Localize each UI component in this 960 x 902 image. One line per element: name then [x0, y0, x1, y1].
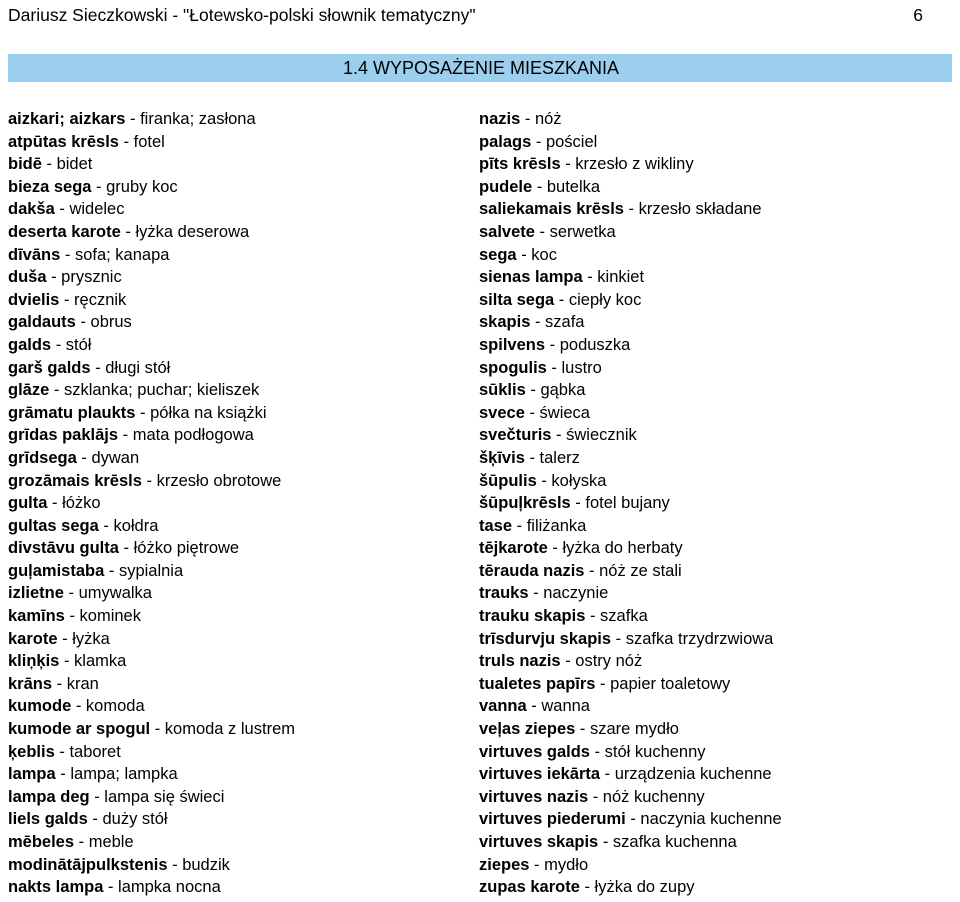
dictionary-entry	[8, 763, 468, 786]
left-column	[8, 108, 468, 899]
entry-term: bieza sega	[8, 177, 92, 196]
dictionary-entry	[479, 153, 949, 176]
dictionary-entry	[479, 582, 949, 605]
entry-translation: - talerz	[524, 448, 580, 467]
section-heading-bar	[8, 54, 952, 82]
entry-translation: - świecznik	[551, 426, 637, 445]
entry-translation: - fotel bujany	[570, 494, 670, 513]
entry-translation: - łóżko	[47, 494, 101, 513]
dictionary-entry	[8, 131, 468, 154]
entry-translation: - papier toaletowy	[595, 674, 731, 693]
entry-term: galds	[8, 335, 52, 354]
entry-translation: - naczynia kuchenne	[625, 810, 782, 829]
dictionary-entry	[8, 650, 468, 673]
entry-term: tualetes papīrs	[479, 674, 596, 693]
entry-term: grozāmais krēsls	[8, 471, 142, 490]
dictionary-entry	[479, 492, 949, 515]
dictionary-entry	[8, 786, 468, 809]
entry-translation: - nóż	[520, 110, 562, 128]
dictionary-entry	[8, 153, 468, 176]
entry-term: grīdsega	[8, 448, 77, 467]
entry-translation: - komoda	[71, 697, 145, 716]
entry-translation: - łyżka	[57, 629, 110, 648]
entry-term: palags	[479, 132, 532, 151]
entry-term: duša	[8, 268, 47, 287]
dictionary-entry	[479, 628, 949, 651]
entry-translation: - duży stół	[87, 810, 168, 829]
dictionary-entry	[8, 108, 468, 131]
entry-translation: - łyżka do zupy	[579, 878, 695, 897]
dictionary-entry	[479, 808, 949, 831]
entry-term: sega	[479, 245, 517, 264]
entry-translation: - świeca	[524, 403, 590, 422]
entry-term: virtuves skapis	[479, 833, 599, 851]
entry-term: ķeblis	[8, 742, 55, 761]
entry-term: gultas sega	[8, 516, 99, 535]
dictionary-entry	[479, 176, 949, 199]
dictionary-entry	[479, 221, 949, 244]
entry-translation: - gruby koc	[91, 177, 178, 196]
document-title: Dariusz Sieczkowski - "Łotewsko-polski słownik tematyczny"	[8, 5, 476, 25]
entry-term: kumode ar spogul	[8, 720, 151, 739]
entry-term: modinātājpulkstenis	[8, 855, 168, 874]
entry-term: lampa deg	[8, 787, 90, 806]
entry-translation: - taboret	[54, 742, 121, 761]
dictionary-entry	[8, 718, 468, 741]
entry-term: sūklis	[479, 381, 526, 400]
entry-translation: - szklanka; puchar; kieliszek	[49, 381, 260, 400]
entry-term: grīdas paklājs	[8, 426, 119, 445]
dictionary-entry	[8, 808, 468, 831]
entry-term: pīts krēsls	[479, 155, 561, 174]
entry-translation: - prysznic	[46, 268, 122, 287]
entry-term: mēbeles	[8, 833, 75, 851]
entry-term: pudele	[479, 177, 533, 196]
entry-term: virtuves nazis	[479, 787, 589, 806]
dictionary-entry	[479, 131, 949, 154]
dictionary-entry	[479, 786, 949, 809]
entry-term: tērauda nazis	[479, 561, 585, 580]
dictionary-entry	[8, 673, 468, 696]
entry-term: šķīvis	[479, 448, 525, 467]
entry-translation: - lampa się świeci	[89, 787, 225, 806]
entry-translation: - poduszka	[545, 335, 631, 354]
entry-translation: - mydło	[529, 855, 589, 874]
dictionary-entry	[8, 244, 468, 267]
dictionary-entry	[8, 560, 468, 583]
dictionary-entry	[479, 560, 949, 583]
dictionary-entry	[479, 650, 949, 673]
entry-translation: - długi stół	[90, 358, 171, 377]
dictionary-entry	[8, 470, 468, 493]
entry-translation: - szafka kuchenna	[598, 833, 737, 851]
entry-term: dīvāns	[8, 245, 61, 264]
entry-translation: - kran	[52, 674, 99, 693]
entry-translation: - butelka	[532, 177, 601, 196]
dictionary-entry	[8, 492, 468, 515]
dictionary-entry	[479, 537, 949, 560]
entry-term: aizkari; aizkars	[8, 110, 126, 128]
entry-translation: - sypialnia	[104, 561, 184, 580]
entry-term: spogulis	[479, 358, 547, 377]
entry-translation: - ciepły koc	[554, 290, 642, 309]
entry-term: zupas karote	[479, 878, 580, 897]
entry-translation: - nóż ze stali	[584, 561, 682, 580]
dictionary-entry	[8, 266, 468, 289]
entry-term: kamīns	[8, 607, 65, 626]
dictionary-entry	[479, 402, 949, 425]
dictionary-entry	[8, 402, 468, 425]
entry-term: tējkarote	[479, 539, 548, 558]
entry-term: skapis	[479, 313, 531, 332]
entry-term: trīsdurvju skapis	[479, 629, 612, 648]
entry-term: krāns	[8, 674, 53, 693]
dictionary-entry	[8, 605, 468, 628]
entry-translation: - urządzenia kuchenne	[600, 765, 772, 784]
dictionary-entry	[8, 876, 468, 899]
dictionary-entry	[479, 447, 949, 470]
dictionary-entry	[479, 695, 949, 718]
entry-term: nakts lampa	[8, 878, 104, 897]
dictionary-entry	[479, 876, 949, 899]
entry-term: kumode	[8, 697, 72, 716]
dictionary-entry	[479, 311, 949, 334]
dictionary-entry	[8, 515, 468, 538]
entry-term: deserta karote	[8, 222, 121, 241]
entry-term: silta sega	[479, 290, 555, 309]
dictionary-entry	[8, 424, 468, 447]
dictionary-entry	[8, 198, 468, 221]
entry-translation: - dywan	[76, 448, 140, 467]
entry-translation: - półka na książki	[135, 403, 267, 422]
entry-term: galdauts	[8, 313, 76, 332]
entry-translation: - serwetka	[534, 222, 616, 241]
entry-translation: - umywalka	[63, 584, 152, 603]
entry-translation: - filiżanka	[512, 516, 587, 535]
entry-term: liels galds	[8, 810, 88, 829]
entry-term: gulta	[8, 494, 48, 513]
dictionary-entry	[479, 763, 949, 786]
entry-term: atpūtas krēsls	[8, 132, 119, 151]
entry-translation: - lampa; lampka	[55, 765, 178, 784]
entry-term: kliņķis	[8, 652, 60, 671]
entry-term: izlietne	[8, 584, 64, 603]
dictionary-entry	[8, 695, 468, 718]
entry-term: lampa	[8, 765, 56, 784]
dictionary-entry	[8, 379, 468, 402]
dictionary-entry	[479, 334, 949, 357]
entry-translation: - naczynie	[528, 584, 609, 603]
page-header	[8, 4, 923, 26]
entry-term: šūpuļkrēsls	[479, 494, 571, 513]
dictionary-entry	[8, 537, 468, 560]
entry-term: trauks	[479, 584, 529, 603]
entry-term: guļamistaba	[8, 561, 105, 580]
dictionary-entry	[479, 831, 949, 854]
entry-term: dvielis	[8, 290, 60, 309]
dictionary-entry	[479, 244, 949, 267]
entry-translation: - klamka	[59, 652, 127, 671]
entry-translation: - gąbka	[525, 381, 586, 400]
dictionary-entry	[8, 831, 468, 854]
dictionary-entry	[479, 854, 949, 877]
entry-term: grāmatu plaukts	[8, 403, 136, 422]
dictionary-entry	[479, 741, 949, 764]
entry-term: svečturis	[479, 426, 552, 445]
entry-term: glāze	[8, 381, 50, 400]
entry-translation: - nóż kuchenny	[588, 787, 705, 806]
entry-translation: - krzesło składane	[623, 200, 762, 219]
entry-translation: - pościel	[531, 132, 598, 151]
entry-translation: - obrus	[75, 313, 132, 332]
entry-translation: - krzesło obrotowe	[141, 471, 282, 490]
entry-translation: - łóżko piętrowe	[118, 539, 240, 558]
dictionary-entry	[8, 741, 468, 764]
entry-term: virtuves galds	[479, 742, 590, 761]
entry-translation: - ręcznik	[59, 290, 127, 309]
dictionary-entry	[479, 424, 949, 447]
entry-term: garš galds	[8, 358, 91, 377]
entry-translation: - widelec	[54, 200, 125, 219]
entry-term: nazis	[479, 110, 521, 128]
entry-translation: - szare mydło	[575, 720, 679, 739]
entry-translation: - budzik	[167, 855, 230, 874]
entry-term: dakša	[8, 200, 55, 219]
dictionary-entry	[8, 854, 468, 877]
entry-term: truls nazis	[479, 652, 561, 671]
entry-translation: - lampka nocna	[103, 878, 221, 897]
entry-translation: - ostry nóż	[560, 652, 643, 671]
dictionary-entry	[8, 628, 468, 651]
dictionary-entry	[479, 289, 949, 312]
entry-translation: - komoda z lustrem	[150, 720, 295, 739]
entry-term: virtuves piederumi	[479, 810, 626, 829]
entry-term: ziepes	[479, 855, 530, 874]
entry-term: veļas ziepes	[479, 720, 576, 739]
entry-term: tase	[479, 516, 513, 535]
page-number: 6	[913, 5, 923, 25]
entry-translation: - kołyska	[536, 471, 607, 490]
entry-translation: - wanna	[526, 697, 590, 716]
entry-translation: - stół	[51, 335, 92, 354]
entry-term: karote	[8, 629, 58, 648]
dictionary-entry	[479, 605, 949, 628]
dictionary-entry	[8, 357, 468, 380]
dictionary-entry	[8, 221, 468, 244]
entry-translation: - kołdra	[98, 516, 159, 535]
dictionary-entry	[479, 108, 949, 131]
right-column	[479, 108, 949, 899]
entry-translation: - fotel	[118, 132, 165, 151]
dictionary-entry	[8, 176, 468, 199]
entry-translation: - mata podłogowa	[118, 426, 254, 445]
entry-term: spilvens	[479, 335, 546, 354]
dictionary-entry	[479, 515, 949, 538]
dictionary-entry	[8, 582, 468, 605]
entry-term: svece	[479, 403, 525, 422]
dictionary-entry	[479, 198, 949, 221]
dictionary-entry	[479, 470, 949, 493]
entry-term: bidē	[8, 155, 42, 174]
entry-translation: - koc	[516, 245, 557, 264]
entry-translation: - krzesło z wikliny	[560, 155, 694, 174]
entry-translation: - szafa	[530, 313, 585, 332]
entry-translation: - łyżka do herbaty	[547, 539, 683, 558]
entry-term: šūpulis	[479, 471, 537, 490]
entry-translation: - bidet	[41, 155, 93, 174]
entry-translation: - meble	[74, 833, 134, 851]
entry-translation: - stół kuchenny	[589, 742, 706, 761]
entry-translation: - kinkiet	[582, 268, 645, 287]
entry-term: virtuves iekārta	[479, 765, 601, 784]
dictionary-entry	[479, 718, 949, 741]
entry-translation: - lustro	[546, 358, 602, 377]
entry-translation: - firanka; zasłona	[125, 110, 256, 128]
section-title: 1.4 WYPOSAŻENIE MIESZKANIA	[342, 58, 620, 78]
dictionary-entry	[8, 289, 468, 312]
entry-term: sienas lampa	[479, 268, 583, 287]
dictionary-entry	[479, 379, 949, 402]
dictionary-entry	[8, 334, 468, 357]
entry-term: divstāvu gulta	[8, 539, 119, 558]
entry-translation: - łyżka deserowa	[120, 222, 250, 241]
dictionary-entry	[479, 673, 949, 696]
entry-translation: - sofa; kanapa	[60, 245, 170, 264]
entry-term: salvete	[479, 222, 535, 241]
entry-term: vanna	[479, 697, 527, 716]
dictionary-entry	[479, 357, 949, 380]
entry-translation: - szafka	[585, 607, 648, 626]
dictionary-entry	[8, 447, 468, 470]
entry-translation: - szafka trzydrzwiowa	[611, 629, 774, 648]
entry-term: trauku skapis	[479, 607, 586, 626]
dictionary-entry	[8, 311, 468, 334]
entry-translation: - kominek	[64, 607, 141, 626]
entry-term: saliekamais krēsls	[479, 200, 624, 219]
dictionary-entry	[479, 266, 949, 289]
